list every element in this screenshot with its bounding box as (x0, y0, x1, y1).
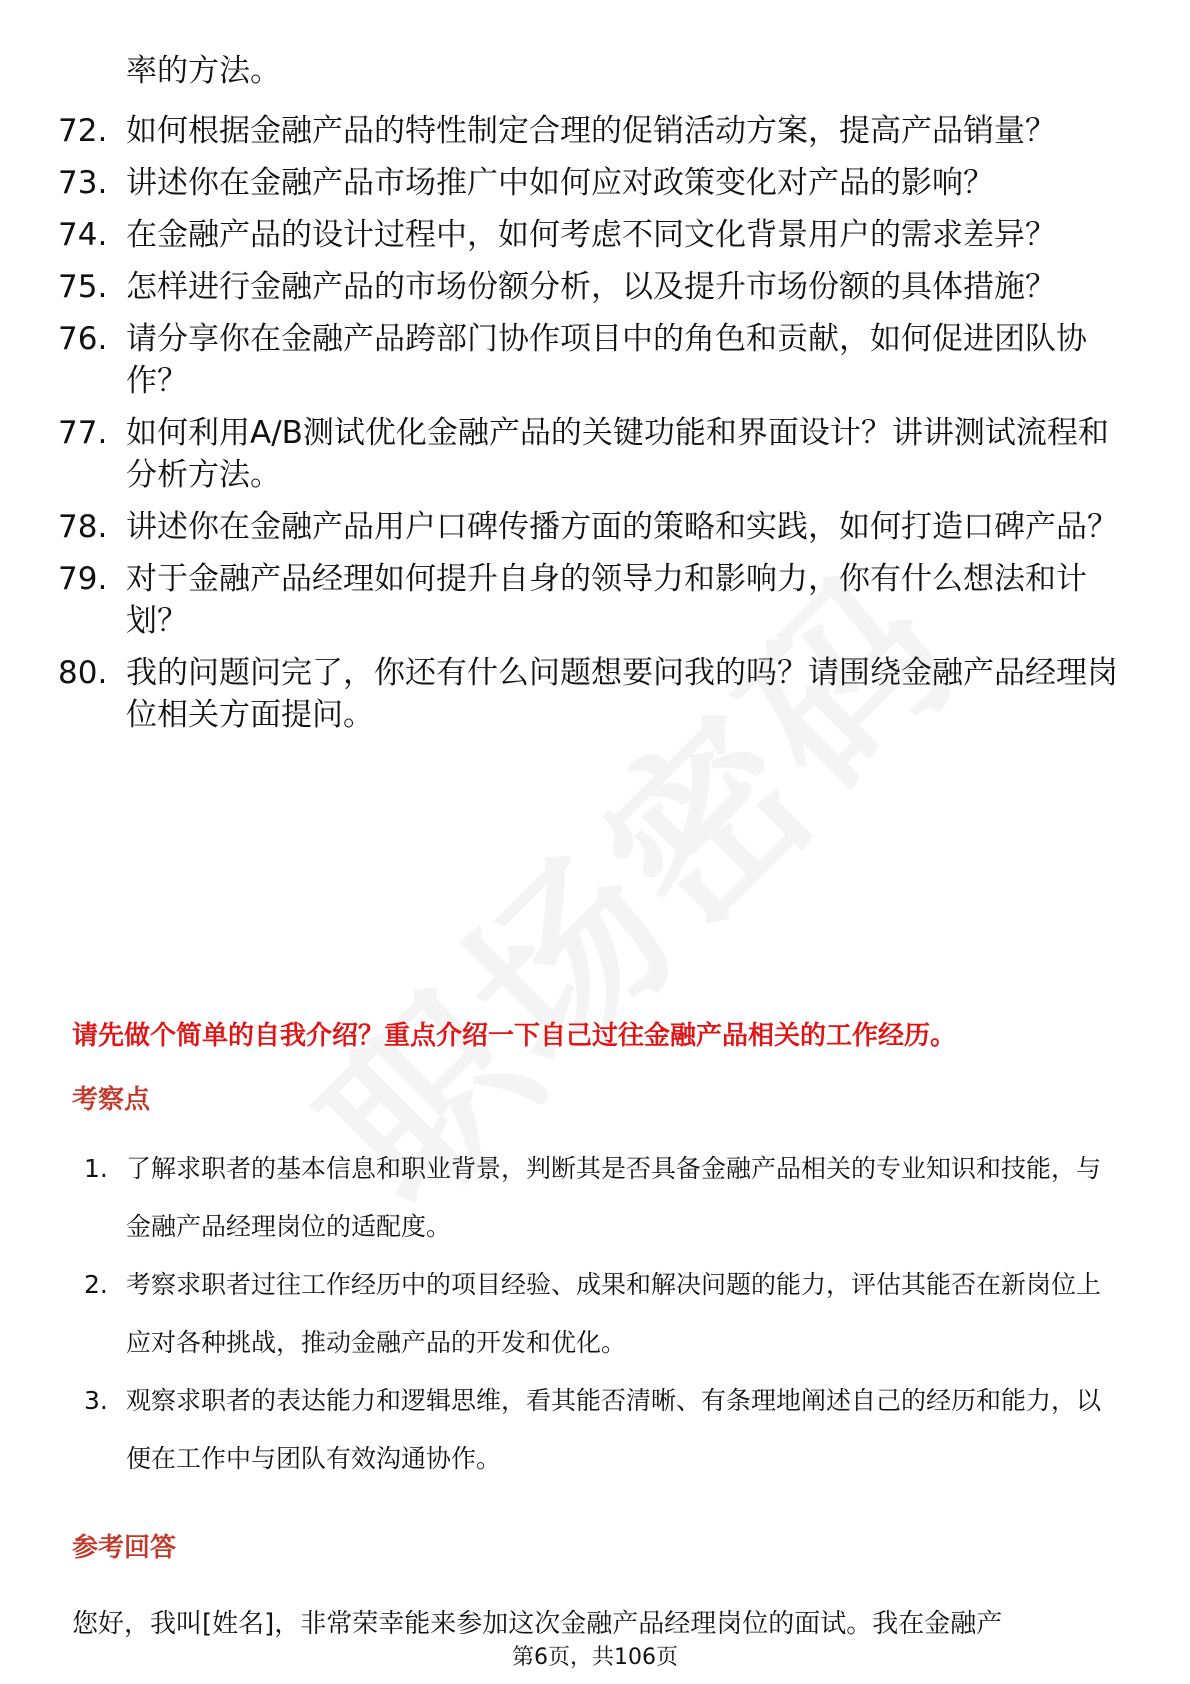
reference-answer: 您好，我叫[姓名]，非常荣幸能来参加这次金融产品经理岗位的面试。我在金融产 (72, 1609, 1003, 1639)
point-text: 考察求职者过往工作经历中的项目经验、成果和解决问题的能力，评估其能否在新岗位上应对各种挑战，推动金融产品的开发和优化。 (126, 1270, 1102, 1357)
question-text: 请分享你在金融产品跨部门协作项目中的角色和贡献，如何促进团队协作？ (126, 321, 1087, 399)
list-item (84, 1256, 1124, 1372)
question-number: 76. (58, 321, 108, 357)
question-text: 在金融产品的设计过程中，如何考虑不同文化背景用户的需求差异？ (126, 217, 1056, 253)
point-number: 1. (84, 1154, 108, 1183)
list-item (58, 318, 1118, 402)
list-item (58, 412, 1118, 496)
question-number: 74. (58, 217, 108, 253)
question-number: 72. (58, 113, 108, 149)
list-item (58, 162, 1118, 204)
question-number: 80. (58, 655, 108, 691)
point-number: 2. (84, 1270, 108, 1299)
list-item (84, 1140, 1124, 1256)
question-number: 78. (58, 509, 108, 545)
point-text: 了解求职者的基本信息和职业背景，判断其是否具备金融产品相关的专业知识和技能，与金融产品经理岗位的适配度。 (126, 1154, 1102, 1241)
question-text: 对于金融产品经理如何提升自身的领导力和影响力，你有什么想法和计划？ (126, 561, 1087, 639)
question-text: 如何根据金融产品的特性制定合理的促销活动方案，提高产品销量？ (126, 113, 1056, 149)
list-item (84, 1372, 1124, 1488)
question-number: 73. (58, 165, 108, 201)
page-footer: 第6页，共106页 (512, 1645, 678, 1670)
question-text: 我的问题问完了，你还有什么问题想要问我的吗？请围绕金融产品经理岗位相关方面提问。 (126, 655, 1118, 733)
question-number: 79. (58, 561, 108, 597)
question-text: 如何利用A/B测试优化金融产品的关键功能和界面设计？讲讲测试流程和分析方法。 (126, 415, 1109, 493)
reference-label: 参考回答 (72, 1533, 177, 1563)
point-text: 观察求职者的表达能力和逻辑思维，看其能否清晰、有条理地阐述自己的经历和能力，以便在工作中与团队有效沟通协作。 (126, 1386, 1102, 1473)
question-text: 讲述你在金融产品用户口碑传播方面的策略和实践，如何打造口碑产品？ (126, 509, 1118, 545)
question-number: 77. (58, 415, 108, 451)
list-item (58, 652, 1118, 736)
list-item (58, 506, 1118, 548)
question-list (58, 110, 1118, 746)
assessment-points (84, 1140, 1124, 1488)
list-item (58, 214, 1118, 256)
list-item (58, 558, 1118, 642)
question-text: 讲述你在金融产品市场推广中如何应对政策变化对产品的影响？ (126, 165, 994, 201)
continuation-text: 率的方法。 (126, 53, 281, 89)
point-number: 3. (84, 1386, 108, 1415)
question-number: 75. (58, 269, 108, 305)
list-item (58, 110, 1118, 152)
question-heading: 请先做个简单的自我介绍？重点介绍一下自己过往金融产品相关的工作经历。 (72, 1021, 957, 1051)
list-item (58, 266, 1118, 308)
assessment-label: 考察点 (72, 1085, 151, 1115)
question-text: 怎样进行金融产品的市场份额分析，以及提升市场份额的具体措施？ (126, 269, 1056, 305)
